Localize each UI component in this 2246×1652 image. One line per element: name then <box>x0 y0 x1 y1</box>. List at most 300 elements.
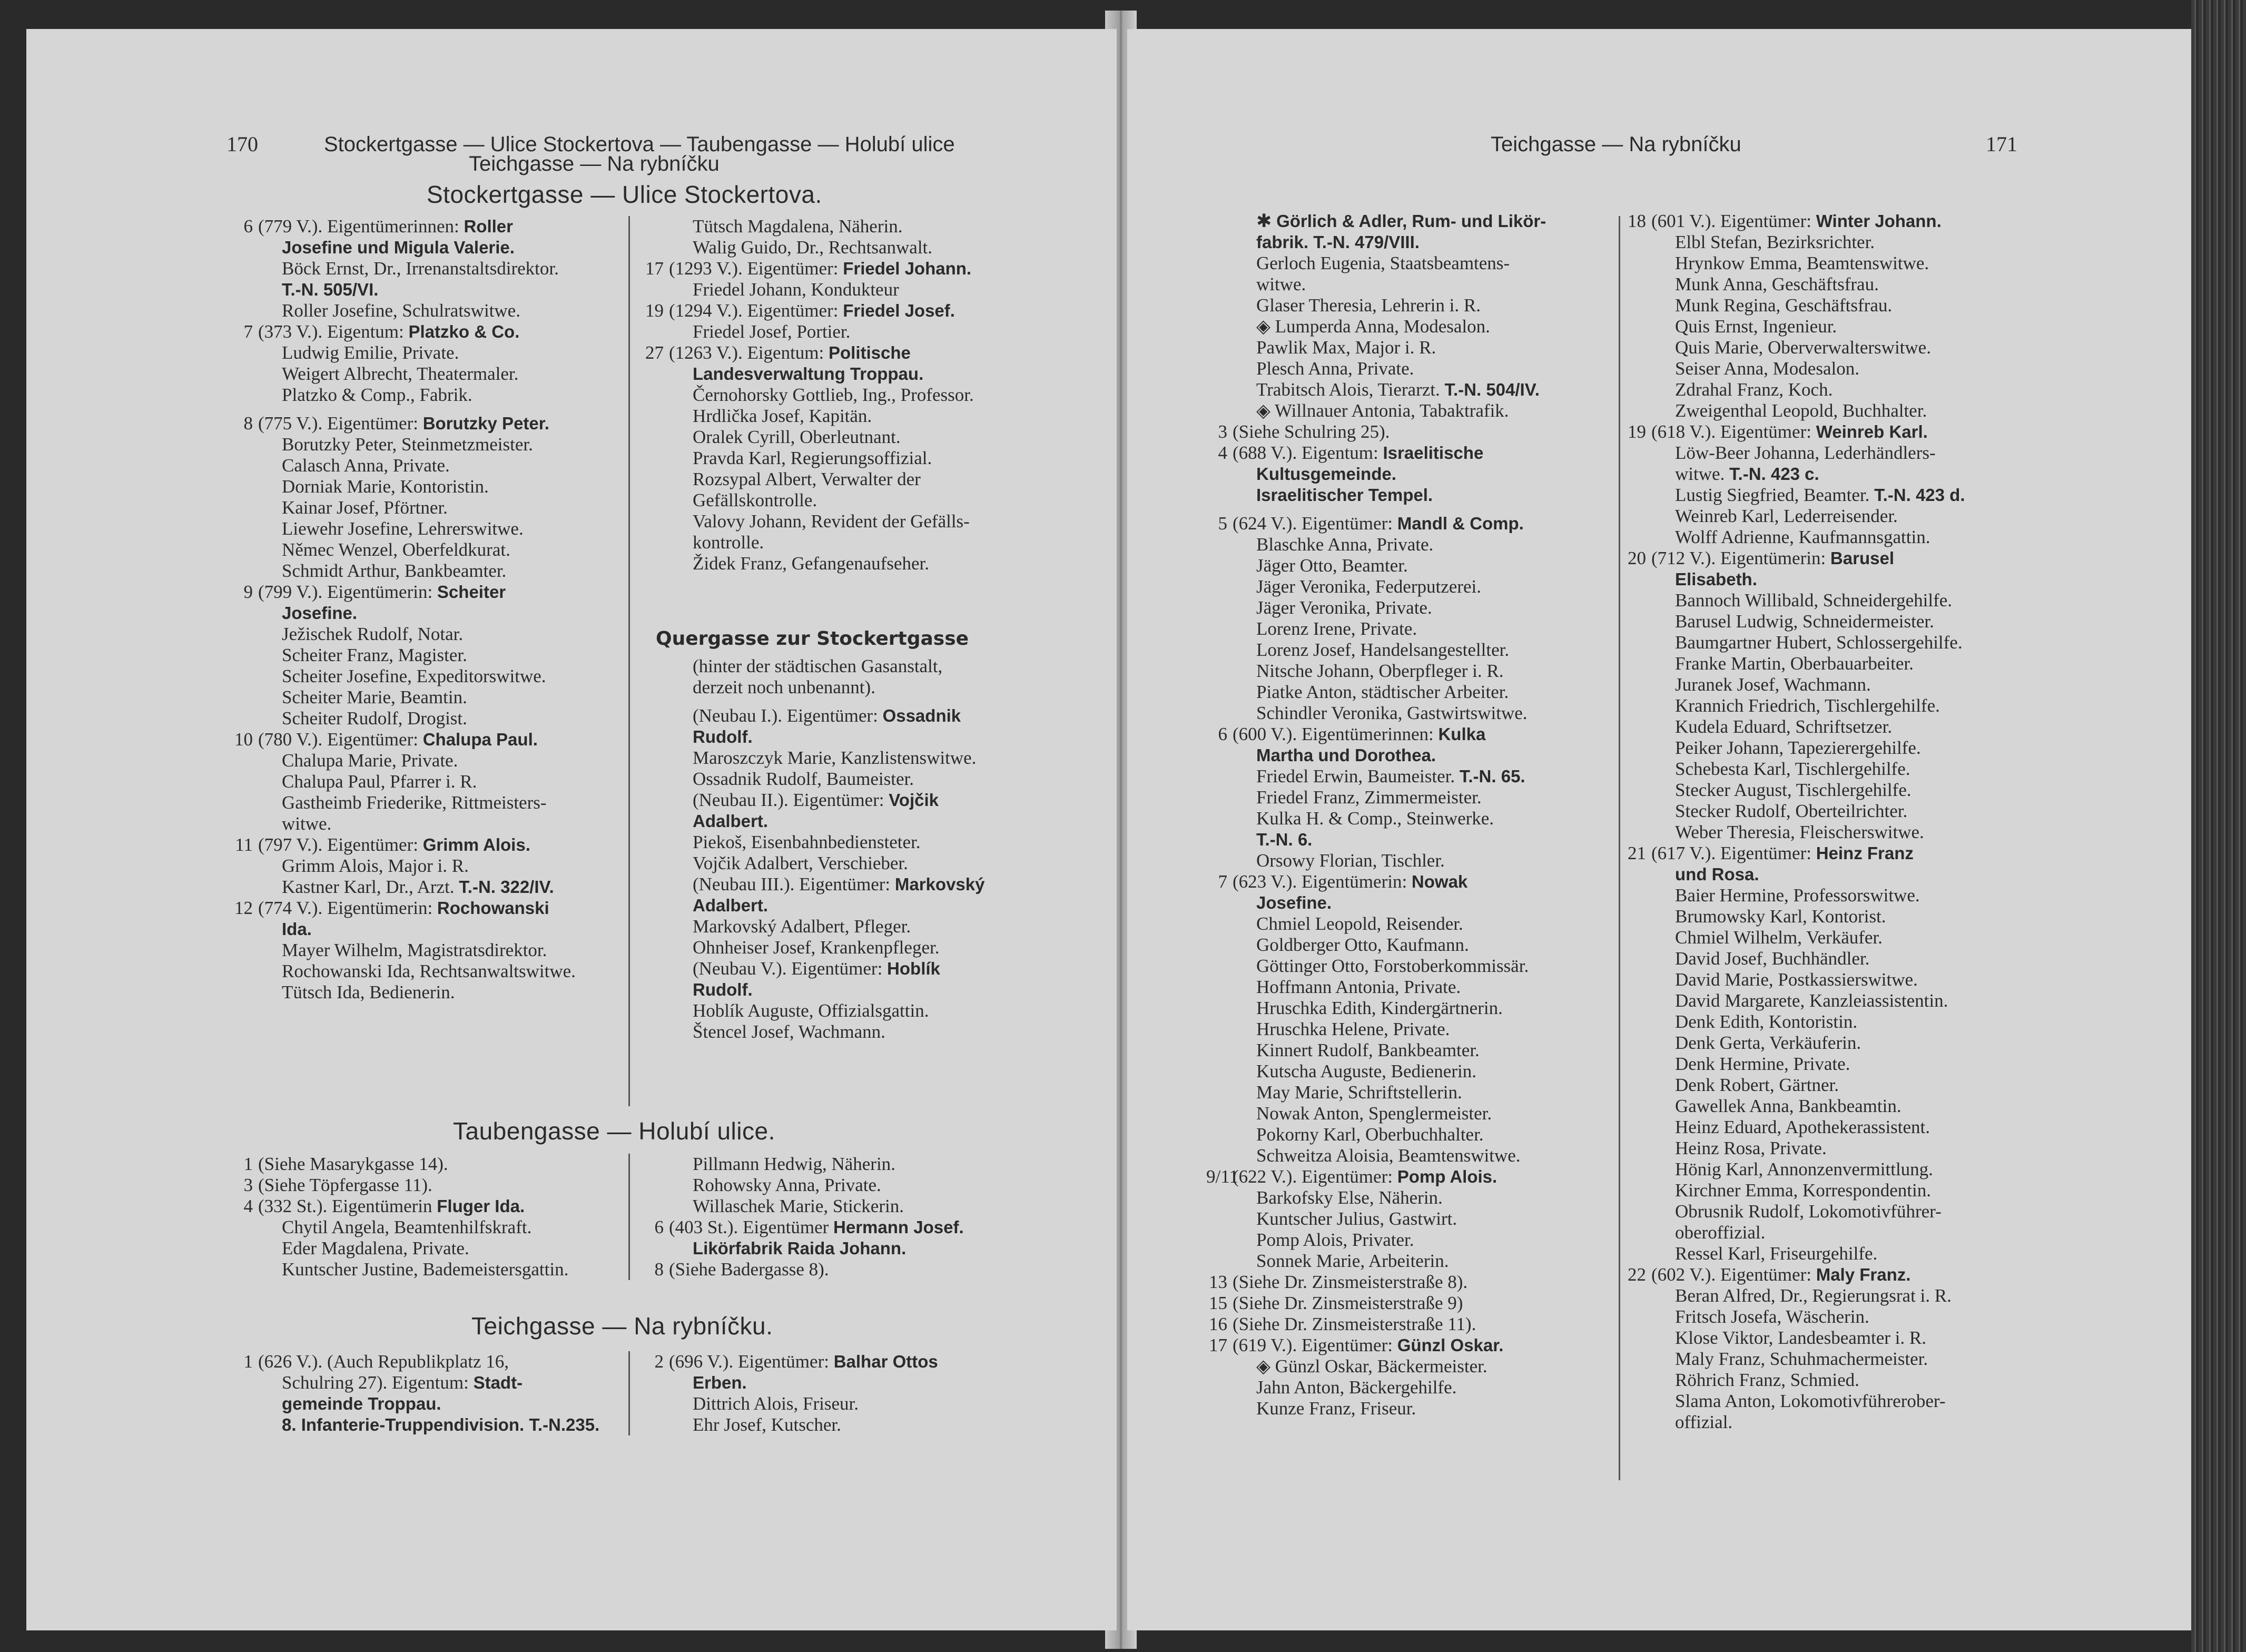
entry-text <box>1675 948 1869 969</box>
directory-entry <box>1206 555 1670 576</box>
entry-plain-text: Blaschke Anna, Private. <box>1256 534 1434 555</box>
entry-text <box>282 385 472 406</box>
entry-owner-bold: Ossadnik <box>882 706 961 725</box>
directory-entry <box>1625 295 2089 316</box>
entry-owner-bold: Günzl Oskar. <box>1397 1335 1504 1355</box>
entry-text <box>282 1238 469 1259</box>
directory-entry <box>643 216 1053 237</box>
directory-entry <box>643 385 1053 406</box>
entry-text <box>1256 913 1463 935</box>
entry-owner-bold: Martha und Dorothea. <box>1256 745 1436 765</box>
entry-text <box>1256 1187 1443 1208</box>
entry-text <box>1675 1349 1928 1370</box>
directory-entry <box>1206 358 1670 379</box>
entry-plain-text: Vojčik Adalbert, Verschieber. <box>693 853 908 873</box>
entry-text <box>282 982 455 1003</box>
entry-plain-text: Zweigenthal Leopold, Buchhalter. <box>1675 400 1927 421</box>
entry-text <box>693 385 974 406</box>
entry-plain-text: (Neubau III.). Eigentümer: <box>693 874 895 894</box>
directory-entry <box>643 769 1053 790</box>
entry-owner-bold: Borutzky Peter. <box>422 414 549 433</box>
house-number: 1 <box>243 1154 253 1174</box>
entry-text <box>693 1154 895 1175</box>
directory-entry <box>232 1154 643 1175</box>
entry-owner-bold: und Rosa. <box>1675 864 1759 884</box>
entry-text <box>282 708 467 729</box>
directory-entry <box>232 413 643 434</box>
entry-plain-text: derzeit noch unbenannt). <box>693 677 875 697</box>
directory-entry <box>1206 1187 1670 1208</box>
directory-entry <box>232 940 643 961</box>
directory-entry <box>1625 1138 2089 1159</box>
entry-text <box>1256 808 1494 829</box>
entry-plain-text: (617 V.). Eigentümer: <box>1651 843 1816 863</box>
entry-text <box>1256 1230 1414 1251</box>
taubengasse-column-2 <box>643 1154 1053 1280</box>
entry-owner-bold: Josefine. <box>1256 893 1332 912</box>
entry-text <box>693 1372 747 1393</box>
house-number: 3 <box>1218 421 1227 442</box>
entry-text <box>693 769 914 790</box>
house-number: 20 <box>1628 548 1646 568</box>
entry-plain-text: Štencel Josef, Wachmann. <box>693 1021 885 1042</box>
entry-text <box>258 216 513 237</box>
directory-entry <box>643 1414 1053 1435</box>
entry-text <box>1675 822 1924 843</box>
entry-text <box>282 687 467 708</box>
directory-entry <box>643 1196 1053 1217</box>
entry-plain-text: Bannoch Willibald, Schneidergehilfe. <box>1675 590 1953 611</box>
entry-plain-text: Friedel Erwin, Baumeister. <box>1256 766 1460 786</box>
running-head-right: Teichgasse — Na rybníčku <box>1491 133 1741 156</box>
directory-entry <box>1625 548 2089 569</box>
entry-text <box>258 729 538 750</box>
entry-text <box>258 1196 525 1217</box>
entry-text <box>1675 1011 1857 1032</box>
entry-text <box>669 258 971 279</box>
directory-entry <box>643 790 1053 811</box>
directory-entry <box>232 834 643 856</box>
entry-plain-text: Scheiter Marie, Beamtin. <box>282 687 467 707</box>
entry-plain-text: witwe. <box>1256 274 1306 294</box>
entry-text <box>1675 695 1940 716</box>
directory-entry <box>232 363 643 385</box>
entry-text <box>693 832 921 853</box>
entry-text <box>282 771 477 792</box>
directory-entry <box>643 726 1053 748</box>
entry-owner-bold: T.-N. 423 d. <box>1874 485 1965 505</box>
entry-plain-text: Kudela Eduard, Schriftsetzer. <box>1675 716 1893 737</box>
entry-plain-text: Denk Edith, Kontoristin. <box>1675 1011 1858 1032</box>
entry-plain-text: Schindler Veronika, Gastwirtswitwe. <box>1256 703 1528 723</box>
directory-entry <box>1206 513 1670 534</box>
directory-entry <box>232 919 643 940</box>
directory-entry <box>1625 653 2089 674</box>
entry-plain-text: Juranek Josef, Wachmann. <box>1675 674 1871 695</box>
directory-entry <box>1625 1159 2089 1180</box>
teichgasse-right-column-1 <box>1206 211 1670 1419</box>
directory-entry <box>1206 1103 1670 1124</box>
directory-entry <box>643 469 1053 490</box>
entry-plain-text: Ehr Josef, Kutscher. <box>693 1414 841 1435</box>
entry-text <box>1675 1391 1946 1412</box>
entry-text <box>282 961 576 982</box>
entry-plain-text: Beran Alfred, Dr., Regierungsrat i. R. <box>1675 1285 1952 1306</box>
entry-text <box>1675 527 1930 548</box>
directory-entry <box>232 539 643 560</box>
entry-text <box>1256 766 1525 787</box>
directory-entry <box>1206 935 1670 956</box>
directory-entry <box>232 856 643 877</box>
entry-plain-text: Chalupa Marie, Private. <box>282 750 458 771</box>
entry-plain-text: Kastner Karl, Dr., Arzt. <box>282 877 459 897</box>
directory-entry <box>1625 1264 2089 1285</box>
directory-entry <box>1206 618 1670 640</box>
house-number: 2 <box>654 1351 664 1372</box>
entry-text <box>1675 232 1875 253</box>
entry-owner-bold: T.-N. 6. <box>1256 830 1313 849</box>
entry-text <box>258 1175 432 1196</box>
directory-entry <box>1625 1243 2089 1264</box>
entry-text <box>282 856 469 877</box>
entry-text <box>1256 1124 1484 1145</box>
directory-entry <box>232 729 643 750</box>
directory-entry <box>1625 253 2089 274</box>
entry-text <box>1256 661 1503 682</box>
entry-plain-text: Ježischek Rudolf, Notar. <box>282 624 464 644</box>
directory-entry <box>232 666 643 687</box>
entry-text <box>1233 871 1467 892</box>
entry-plain-text: Platzko & Comp., Fabrik. <box>282 385 472 405</box>
entry-plain-text: Kutscha Auguste, Bedienerin. <box>1256 1061 1476 1081</box>
left-page <box>26 29 1117 1630</box>
entry-plain-text: Pravda Karl, Regierungsoffizial. <box>693 448 932 468</box>
entry-text <box>1256 935 1469 956</box>
entry-text <box>1675 906 1886 927</box>
directory-entry <box>1625 569 2089 590</box>
entry-owner-bold: Hermann Josef. <box>833 1217 964 1237</box>
entry-plain-text: Schweitza Aloisia, Beamtenswitwe. <box>1256 1145 1521 1166</box>
entry-text <box>1256 1103 1492 1124</box>
entry-plain-text: ◈ Willnauer Antonia, Tabaktrafik. <box>1256 400 1509 421</box>
directory-entry <box>643 677 1053 698</box>
entry-owner-bold: Josefine. <box>282 603 358 623</box>
directory-entry <box>1206 766 1670 787</box>
entry-text <box>1256 1019 1450 1040</box>
entry-owner-bold: Landesverwaltung Troppau. <box>693 364 924 384</box>
directory-entry <box>1625 1349 2089 1370</box>
entry-owner-bold: Platzko & Co. <box>408 322 520 341</box>
entry-plain-text: Quis Marie, Oberverwalterswitwe. <box>1675 337 1931 358</box>
entry-text <box>1675 653 1914 674</box>
entry-text <box>693 937 939 958</box>
book-edge <box>2191 0 2246 1652</box>
entry-text <box>282 497 448 518</box>
directory-entry <box>1625 1222 2089 1243</box>
entry-text <box>1256 618 1417 640</box>
column-rule <box>628 1154 630 1280</box>
entry-text <box>282 539 510 560</box>
entry-text <box>1256 555 1408 576</box>
directory-entry <box>1625 1391 2089 1412</box>
directory-entry <box>232 898 643 919</box>
entry-text <box>1675 337 1931 358</box>
entry-plain-text: (602 V.). Eigentümer: <box>1651 1264 1816 1285</box>
entry-plain-text: Denk Robert, Gärtner. <box>1675 1075 1839 1095</box>
directory-entry <box>232 1414 643 1435</box>
entry-text <box>1675 1412 1732 1433</box>
entry-owner-bold: Winter Johann. <box>1816 211 1942 231</box>
directory-entry <box>1206 1335 1670 1356</box>
entry-plain-text: Gefällskontrolle. <box>693 490 817 510</box>
entry-gap <box>643 698 1053 705</box>
entry-plain-text: Nitsche Johann, Oberpfleger i. R. <box>1256 661 1504 681</box>
directory-entry <box>1625 400 2089 421</box>
entry-owner-bold: Görlich & Adler, Rum- und Likör- <box>1276 211 1546 231</box>
entry-text <box>1675 1370 1859 1391</box>
directory-entry <box>1206 534 1670 555</box>
directory-entry <box>1206 913 1670 935</box>
running-head-left-line1: Stockertgasse — Ulice Stockertova — Taubengasse — Holubí ulice <box>324 133 955 156</box>
entry-owner-bold: Israelitischer Tempel. <box>1256 485 1433 505</box>
entry-text <box>693 790 939 811</box>
entry-plain-text: Schulring 27). Eigentum: <box>282 1372 474 1393</box>
directory-entry <box>1625 527 2089 548</box>
entry-text <box>1651 1264 1910 1285</box>
directory-entry <box>1625 990 2089 1011</box>
house-number: 1 <box>243 1351 253 1372</box>
entry-text <box>1675 316 1837 337</box>
directory-entry <box>643 1217 1053 1238</box>
house-number: 19 <box>645 300 664 321</box>
entry-text <box>1675 295 1892 316</box>
directory-entry <box>1206 892 1670 913</box>
directory-entry <box>1206 1230 1670 1251</box>
directory-entry <box>1206 1377 1670 1398</box>
entry-text <box>1675 801 1907 822</box>
entry-text <box>1675 759 1910 780</box>
entry-plain-text: witwe. <box>282 813 332 834</box>
entry-text <box>282 455 450 476</box>
entry-plain-text: Piatke Anton, städtischer Arbeiter. <box>1256 682 1509 702</box>
entry-text <box>693 656 942 677</box>
entry-owner-bold: Mandl & Comp. <box>1397 514 1524 533</box>
directory-entry <box>232 258 643 279</box>
directory-entry <box>1206 808 1670 829</box>
entry-owner-bold: T.-N. 504/IV. <box>1444 380 1540 399</box>
entry-text <box>693 1196 904 1217</box>
entry-text <box>1233 1166 1497 1187</box>
directory-entry <box>1206 998 1670 1019</box>
entry-owner-bold: Adalbert. <box>693 896 769 915</box>
directory-entry <box>1206 1251 1670 1272</box>
entry-owner-bold: Kulka <box>1438 724 1486 744</box>
entry-text <box>1233 1272 1467 1293</box>
entry-text <box>282 603 357 624</box>
entry-owner-bold: Grimm Alois. <box>422 835 530 854</box>
entry-text <box>1675 927 1883 948</box>
entry-text <box>282 645 467 666</box>
entry-text <box>258 898 549 919</box>
directory-entry <box>643 1021 1053 1043</box>
entry-text <box>1256 534 1433 555</box>
entry-text <box>1675 1117 1930 1138</box>
directory-entry <box>1625 590 2089 611</box>
entry-owner-bold: Stadt- <box>473 1373 523 1392</box>
entry-text <box>1675 506 1898 527</box>
house-number: 6 <box>1218 724 1227 744</box>
entry-text <box>1675 464 1819 485</box>
directory-entry <box>1625 358 2089 379</box>
directory-entry <box>1206 661 1670 682</box>
house-number: 22 <box>1628 1264 1646 1285</box>
entry-text <box>1675 864 1759 885</box>
directory-entry <box>643 427 1053 448</box>
house-number: 6 <box>654 1217 664 1237</box>
entry-plain-text: Chmiel Wilhelm, Verkäufer. <box>1675 927 1883 948</box>
directory-entry <box>1206 379 1670 400</box>
entry-plain-text: Zdrahal Franz, Koch. <box>1675 379 1833 400</box>
directory-entry <box>1206 316 1670 337</box>
entry-text <box>693 469 921 490</box>
entry-text <box>693 958 940 979</box>
directory-entry <box>232 518 643 539</box>
directory-entry <box>1625 738 2089 759</box>
directory-entry <box>1625 843 2089 864</box>
directory-entry <box>643 1000 1053 1021</box>
entry-text <box>1233 442 1483 464</box>
entry-text <box>693 1021 885 1043</box>
entry-text <box>1256 703 1528 724</box>
directory-entry <box>232 1196 643 1217</box>
entry-plain-text: Walig Guido, Dr., Rechtsanwalt. <box>693 237 933 258</box>
directory-entry <box>232 434 643 455</box>
directory-entry <box>1206 295 1670 316</box>
entry-text <box>1675 400 1927 421</box>
directory-entry <box>232 708 643 729</box>
entry-text <box>693 1175 881 1196</box>
entry-text <box>282 1393 441 1414</box>
entry-text <box>1256 1145 1521 1166</box>
entry-plain-text: (332 St.). Eigentümerin <box>258 1196 437 1216</box>
entry-owner-bold: Kultusgemeinde. <box>1256 464 1396 484</box>
entry-plain-text: Heinz Rosa, Private. <box>1675 1138 1827 1158</box>
entry-plain-text: Göttinger Otto, Forstoberkommissär. <box>1256 956 1529 976</box>
directory-entry <box>1625 927 2089 948</box>
entry-owner-bold: Erben. <box>693 1373 747 1392</box>
entry-text <box>1651 843 1914 864</box>
entry-plain-text: Pomp Alois, Privater. <box>1256 1230 1414 1250</box>
directory-entry <box>232 1238 643 1259</box>
entry-plain-text: Elbl Stefan, Bezirksrichter. <box>1675 232 1875 252</box>
taubengasse-column-1 <box>232 1154 643 1280</box>
house-number: 17 <box>645 258 664 279</box>
directory-entry <box>1625 969 2089 990</box>
entry-owner-bold: Josefine und Migula Valerie. <box>282 238 515 257</box>
directory-entry <box>643 237 1053 258</box>
entry-text <box>282 1259 568 1280</box>
entry-plain-text: Markovský Adalbert, Pfleger. <box>693 916 911 937</box>
directory-entry <box>1625 632 2089 653</box>
directory-entry <box>1625 1011 2089 1032</box>
entry-text <box>693 279 899 300</box>
house-number: 16 <box>1209 1314 1227 1334</box>
entry-owner-bold: Elisabeth. <box>1675 569 1757 589</box>
directory-entry <box>232 687 643 708</box>
entry-plain-text: Trabitsch Alois, Tierarzt. <box>1256 379 1445 400</box>
entry-text <box>1256 1208 1457 1230</box>
entry-text <box>258 834 530 856</box>
entry-plain-text: offizial. <box>1675 1412 1733 1432</box>
entry-plain-text: May Marie, Schriftstellerin. <box>1256 1082 1462 1103</box>
directory-entry <box>1206 400 1670 421</box>
entry-plain-text: Munk Anna, Geschäftsfrau. <box>1675 274 1879 294</box>
directory-entry <box>643 853 1053 874</box>
entry-plain-text: Barkofsky Else, Näherin. <box>1256 1187 1443 1208</box>
entry-plain-text: Rochowanski Ida, Rechtsanwaltswitwe. <box>282 961 576 981</box>
entry-plain-text: (688 V.). Eigentum: <box>1233 442 1383 463</box>
directory-entry <box>1206 1208 1670 1230</box>
directory-entry <box>1206 211 1670 232</box>
entry-text <box>693 705 961 726</box>
entry-text <box>282 1372 523 1393</box>
entry-plain-text: (1293 V.). Eigentümer: <box>669 258 843 279</box>
entry-text <box>1256 640 1509 661</box>
entry-plain-text: Klose Viktor, Landesbeamter i. R. <box>1675 1328 1926 1348</box>
entry-plain-text: Tütsch Ida, Bedienerin. <box>282 982 455 1002</box>
entry-plain-text: Jäger Veronika, Private. <box>1256 597 1432 618</box>
entry-plain-text: (Siehe Masarykgasse 14). <box>258 1154 448 1174</box>
entry-text <box>693 237 932 258</box>
entry-text <box>1256 977 1461 998</box>
entry-plain-text: (Neubau I.). Eigentümer: <box>693 705 883 726</box>
entry-plain-text: Mayer Wilhelm, Magistratsdirektor. <box>282 940 547 960</box>
directory-entry <box>232 1393 643 1414</box>
directory-entry <box>232 645 643 666</box>
entry-text <box>693 1414 841 1435</box>
house-number: 8 <box>654 1259 664 1280</box>
entry-text <box>282 1414 599 1435</box>
directory-entry <box>643 916 1053 937</box>
entry-text <box>1675 379 1833 400</box>
directory-entry <box>232 961 643 982</box>
directory-entry <box>232 582 643 603</box>
entry-text <box>1675 1222 1765 1243</box>
entry-text <box>258 321 519 342</box>
entry-text <box>282 258 559 279</box>
entry-text <box>693 427 901 448</box>
directory-entry <box>1206 1040 1670 1061</box>
house-number: 18 <box>1628 211 1646 231</box>
entry-text <box>693 677 875 698</box>
directory-entry <box>1206 274 1670 295</box>
entry-plain-text: Židek Franz, Gefangenaufseher. <box>693 553 929 574</box>
entry-plain-text: Lorenz Irene, Private. <box>1256 618 1417 639</box>
entry-plain-text: Gastheimb Friederike, Rittmeisters- <box>282 792 547 813</box>
entry-text <box>693 321 850 342</box>
entry-text <box>1675 253 1929 274</box>
directory-entry <box>232 476 643 497</box>
entry-plain-text: Grimm Alois, Major i. R. <box>282 856 469 876</box>
entry-owner-bold: gemeinde Troppau. <box>282 1394 441 1413</box>
directory-entry <box>643 279 1053 300</box>
directory-entry <box>1206 1272 1670 1293</box>
entry-plain-text: Wolff Adrienne, Kaufmannsgattin. <box>1675 527 1930 547</box>
directory-entry <box>232 1217 643 1238</box>
directory-entry <box>1625 1201 2089 1222</box>
entry-text <box>1256 1040 1480 1061</box>
entry-text <box>1256 1251 1449 1272</box>
